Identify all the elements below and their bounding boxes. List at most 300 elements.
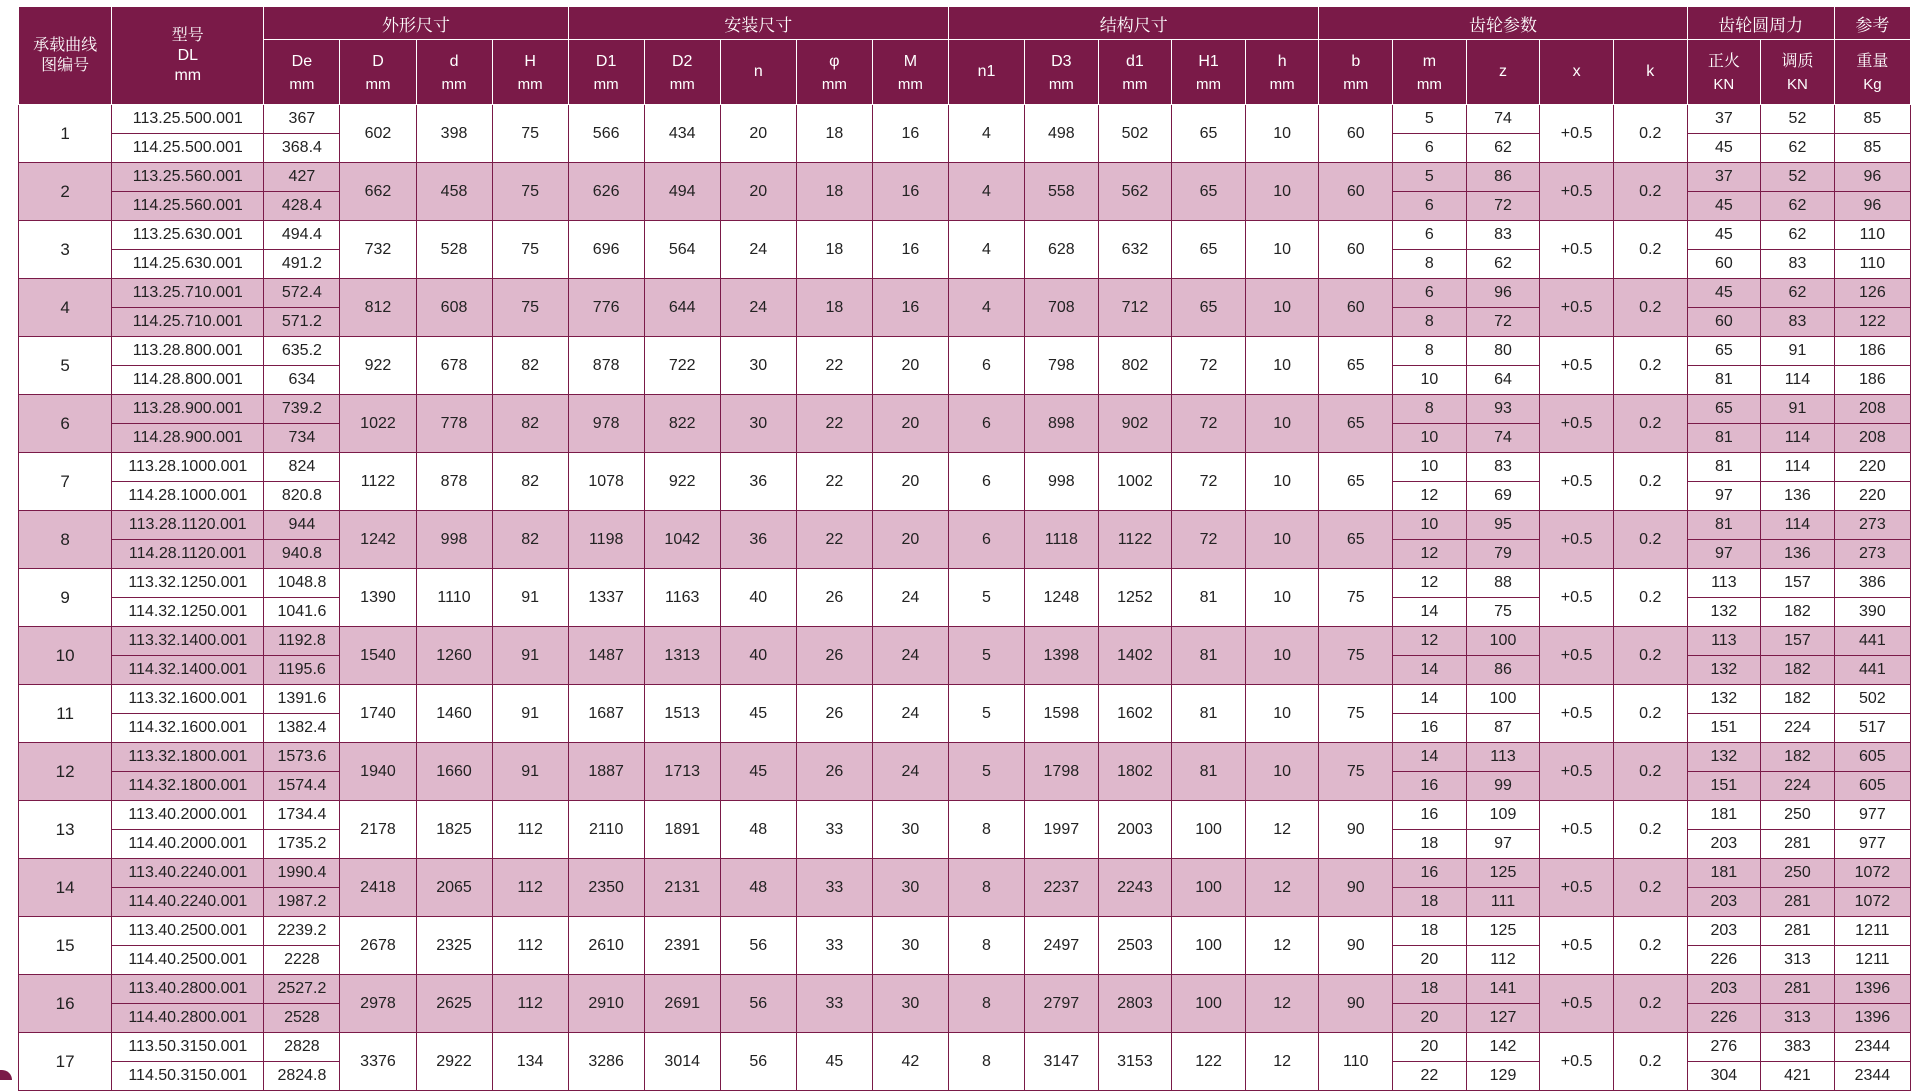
normalized-force-cell: 132 xyxy=(1687,598,1761,627)
cell-m: 30 xyxy=(872,917,948,975)
quenched-force-cell: 313 xyxy=(1761,1004,1835,1033)
cell-x: +0.5 xyxy=(1540,453,1614,511)
normalized-force-cell: 37 xyxy=(1687,163,1761,192)
normalized-force-cell: 45 xyxy=(1687,192,1761,221)
de-cell: 491.2 xyxy=(264,250,340,279)
cell-d1: 1602 xyxy=(1098,685,1172,743)
cell-d1: 1887 xyxy=(568,743,644,801)
cell-n: 40 xyxy=(720,569,796,627)
cell-m: 24 xyxy=(872,569,948,627)
teeth-cell: 75 xyxy=(1466,598,1540,627)
model-cell: 113.40.2500.001 xyxy=(112,917,264,946)
cell-n: 24 xyxy=(720,279,796,337)
cell-h: 82 xyxy=(492,511,568,569)
de-cell: 1574.4 xyxy=(264,772,340,801)
table-row xyxy=(19,569,1911,598)
normalized-force-cell: 276 xyxy=(1687,1033,1761,1062)
weight-cell: 441 xyxy=(1834,656,1910,685)
cell-d2: 434 xyxy=(644,105,720,163)
normalized-force-cell: 132 xyxy=(1687,743,1761,772)
model-cell: 114.28.1120.001 xyxy=(112,540,264,569)
normalized-force-cell: 181 xyxy=(1687,801,1761,830)
column-header-4: D1 mm xyxy=(568,40,644,105)
cell-d2: 494 xyxy=(644,163,720,221)
column-header-9: n1 xyxy=(948,40,1024,105)
table-row xyxy=(19,163,1911,192)
cell-h: 112 xyxy=(492,859,568,917)
cell-h: 10 xyxy=(1245,337,1319,395)
chart-no-cell: 15 xyxy=(19,917,112,975)
cell-h1: 72 xyxy=(1172,511,1246,569)
de-cell: 1735.2 xyxy=(264,830,340,859)
cell-d: 528 xyxy=(416,221,492,279)
column-header-10: D3 mm xyxy=(1025,40,1099,105)
teeth-cell: 141 xyxy=(1466,975,1540,1004)
quenched-force-cell: 313 xyxy=(1761,946,1835,975)
de-cell: 1048.8 xyxy=(264,569,340,598)
module-cell: 14 xyxy=(1393,685,1467,714)
column-header-6: n xyxy=(720,40,796,105)
quenched-force-cell: 62 xyxy=(1761,192,1835,221)
model-cell: 114.25.560.001 xyxy=(112,192,264,221)
weight-cell: 977 xyxy=(1834,830,1910,859)
cell-h1: 65 xyxy=(1172,279,1246,337)
model-cell: 114.32.1600.001 xyxy=(112,714,264,743)
cell-d: 2325 xyxy=(416,917,492,975)
cell-d2: 1163 xyxy=(644,569,720,627)
cell-h: 91 xyxy=(492,569,568,627)
module-cell: 18 xyxy=(1393,888,1467,917)
de-cell: 1192.8 xyxy=(264,627,340,656)
cell-phi: 22 xyxy=(796,511,872,569)
cell-b: 65 xyxy=(1319,511,1393,569)
cell-d: 3376 xyxy=(340,1033,416,1091)
table-row xyxy=(19,801,1911,830)
cell-h: 10 xyxy=(1245,743,1319,801)
table-row xyxy=(19,453,1911,482)
cell-h: 10 xyxy=(1245,395,1319,453)
cell-d2: 822 xyxy=(644,395,720,453)
table-row xyxy=(19,917,1911,946)
de-cell: 2828 xyxy=(264,1033,340,1062)
quenched-force-cell: 281 xyxy=(1761,917,1835,946)
cell-m: 20 xyxy=(872,395,948,453)
normalized-force-cell: 97 xyxy=(1687,482,1761,511)
cell-h: 10 xyxy=(1245,105,1319,163)
chart-no-cell: 5 xyxy=(19,337,112,395)
cell-n1: 6 xyxy=(948,511,1024,569)
quenched-force-cell: 114 xyxy=(1761,366,1835,395)
weight-cell: 186 xyxy=(1834,337,1910,366)
model-cell: 113.28.1120.001 xyxy=(112,511,264,540)
model-cell: 113.32.1250.001 xyxy=(112,569,264,598)
module-cell: 18 xyxy=(1393,975,1467,1004)
cell-k: 0.2 xyxy=(1613,105,1687,163)
cell-b: 110 xyxy=(1319,1033,1393,1091)
chart-no-cell: 9 xyxy=(19,569,112,627)
quenched-force-cell: 224 xyxy=(1761,772,1835,801)
de-cell: 1391.6 xyxy=(264,685,340,714)
cell-h1: 81 xyxy=(1172,569,1246,627)
de-cell: 1573.6 xyxy=(264,743,340,772)
module-cell: 18 xyxy=(1393,830,1467,859)
module-cell: 22 xyxy=(1393,1062,1467,1091)
quenched-force-cell: 182 xyxy=(1761,598,1835,627)
cell-b: 75 xyxy=(1319,627,1393,685)
cell-d1: 978 xyxy=(568,395,644,453)
normalized-force-cell: 203 xyxy=(1687,917,1761,946)
module-cell: 12 xyxy=(1393,482,1467,511)
module-cell: 14 xyxy=(1393,743,1467,772)
teeth-cell: 129 xyxy=(1466,1062,1540,1091)
teeth-cell: 109 xyxy=(1466,801,1540,830)
cell-n: 48 xyxy=(720,859,796,917)
model-cell: 113.25.560.001 xyxy=(112,163,264,192)
cell-d3: 1248 xyxy=(1025,569,1099,627)
cell-m: 16 xyxy=(872,163,948,221)
cell-d: 602 xyxy=(340,105,416,163)
chart-no-cell: 6 xyxy=(19,395,112,453)
model-cell: 114.32.1800.001 xyxy=(112,772,264,801)
weight-cell: 386 xyxy=(1834,569,1910,598)
cell-m: 24 xyxy=(872,685,948,743)
normalized-force-cell: 60 xyxy=(1687,308,1761,337)
module-cell: 10 xyxy=(1393,511,1467,540)
cell-h: 75 xyxy=(492,163,568,221)
cell-d3: 898 xyxy=(1025,395,1099,453)
cell-d: 2065 xyxy=(416,859,492,917)
cell-phi: 33 xyxy=(796,859,872,917)
cell-h: 10 xyxy=(1245,685,1319,743)
normalized-force-cell: 81 xyxy=(1687,424,1761,453)
cell-phi: 26 xyxy=(796,743,872,801)
weight-cell: 605 xyxy=(1834,743,1910,772)
chart-no-cell: 14 xyxy=(19,859,112,917)
quenched-force-cell: 52 xyxy=(1761,105,1835,134)
teeth-cell: 111 xyxy=(1466,888,1540,917)
cell-h: 10 xyxy=(1245,453,1319,511)
de-cell: 2528 xyxy=(264,1004,340,1033)
weight-cell: 1396 xyxy=(1834,975,1910,1004)
model-cell: 113.25.630.001 xyxy=(112,221,264,250)
model-cell: 114.25.500.001 xyxy=(112,134,264,163)
teeth-cell: 64 xyxy=(1466,366,1540,395)
cell-d2: 644 xyxy=(644,279,720,337)
cell-d3: 2797 xyxy=(1025,975,1099,1033)
cell-d3: 2237 xyxy=(1025,859,1099,917)
module-cell: 16 xyxy=(1393,859,1467,888)
normalized-force-cell: 97 xyxy=(1687,540,1761,569)
cell-k: 0.2 xyxy=(1613,163,1687,221)
weight-cell: 1211 xyxy=(1834,946,1910,975)
cell-phi: 18 xyxy=(796,221,872,279)
cell-phi: 26 xyxy=(796,627,872,685)
model-cell: 113.25.500.001 xyxy=(112,105,264,134)
cell-d: 2625 xyxy=(416,975,492,1033)
quenched-force-cell: 83 xyxy=(1761,250,1835,279)
column-header-14: b mm xyxy=(1319,40,1393,105)
teeth-cell: 112 xyxy=(1466,946,1540,975)
cell-m: 16 xyxy=(872,105,948,163)
cell-d: 1460 xyxy=(416,685,492,743)
teeth-cell: 80 xyxy=(1466,337,1540,366)
cell-d: 998 xyxy=(416,511,492,569)
model-cell: 114.28.800.001 xyxy=(112,366,264,395)
model-cell: 114.50.3150.001 xyxy=(112,1062,264,1091)
cell-b: 90 xyxy=(1319,859,1393,917)
cell-n1: 8 xyxy=(948,917,1024,975)
quenched-force-cell: 62 xyxy=(1761,134,1835,163)
cell-d1: 2910 xyxy=(568,975,644,1033)
cell-n1: 8 xyxy=(948,1033,1024,1091)
chart-no-cell: 1 xyxy=(19,105,112,163)
de-cell: 1734.4 xyxy=(264,801,340,830)
cell-h1: 81 xyxy=(1172,685,1246,743)
cell-d1: 1252 xyxy=(1098,569,1172,627)
normalized-force-cell: 45 xyxy=(1687,279,1761,308)
teeth-cell: 88 xyxy=(1466,569,1540,598)
cell-k: 0.2 xyxy=(1613,569,1687,627)
cell-d1: 2803 xyxy=(1098,975,1172,1033)
cell-n: 45 xyxy=(720,685,796,743)
weight-cell: 273 xyxy=(1834,540,1910,569)
cell-x: +0.5 xyxy=(1540,859,1614,917)
cell-m: 30 xyxy=(872,975,948,1033)
column-header-2: d mm xyxy=(416,40,492,105)
cell-d3: 1398 xyxy=(1025,627,1099,685)
cell-n1: 5 xyxy=(948,569,1024,627)
weight-cell: 220 xyxy=(1834,453,1910,482)
cell-d2: 1042 xyxy=(644,511,720,569)
normalized-force-cell: 203 xyxy=(1687,975,1761,1004)
chart-no-cell: 8 xyxy=(19,511,112,569)
cell-k: 0.2 xyxy=(1613,859,1687,917)
quenched-force-cell: 136 xyxy=(1761,482,1835,511)
cell-d2: 1313 xyxy=(644,627,720,685)
quenched-force-cell: 114 xyxy=(1761,424,1835,453)
chart-no-cell: 13 xyxy=(19,801,112,859)
teeth-cell: 83 xyxy=(1466,453,1540,482)
cell-n: 36 xyxy=(720,453,796,511)
module-cell: 10 xyxy=(1393,366,1467,395)
cell-d3: 798 xyxy=(1025,337,1099,395)
teeth-cell: 86 xyxy=(1466,163,1540,192)
de-cell: 635.2 xyxy=(264,337,340,366)
cell-d3: 628 xyxy=(1025,221,1099,279)
cell-d: 1540 xyxy=(340,627,416,685)
de-cell: 820.8 xyxy=(264,482,340,511)
chart-no-cell: 16 xyxy=(19,975,112,1033)
weight-cell: 96 xyxy=(1834,163,1910,192)
cell-d1: 1802 xyxy=(1098,743,1172,801)
table-row xyxy=(19,511,1911,540)
cell-phi: 22 xyxy=(796,395,872,453)
de-cell: 2824.8 xyxy=(264,1062,340,1091)
cell-d1: 1402 xyxy=(1098,627,1172,685)
module-cell: 5 xyxy=(1393,105,1467,134)
cell-d: 1110 xyxy=(416,569,492,627)
cell-n1: 8 xyxy=(948,859,1024,917)
cell-n: 48 xyxy=(720,801,796,859)
module-cell: 20 xyxy=(1393,1004,1467,1033)
cell-k: 0.2 xyxy=(1613,917,1687,975)
de-cell: 368.4 xyxy=(264,134,340,163)
column-header-11: d1 mm xyxy=(1098,40,1172,105)
module-cell: 12 xyxy=(1393,627,1467,656)
normalized-force-cell: 181 xyxy=(1687,859,1761,888)
cell-h1: 65 xyxy=(1172,163,1246,221)
cell-n: 40 xyxy=(720,627,796,685)
cell-d1: 802 xyxy=(1098,337,1172,395)
cell-n1: 8 xyxy=(948,975,1024,1033)
cell-h1: 72 xyxy=(1172,395,1246,453)
teeth-cell: 69 xyxy=(1466,482,1540,511)
teeth-cell: 72 xyxy=(1466,192,1540,221)
cell-m: 20 xyxy=(872,337,948,395)
module-cell: 14 xyxy=(1393,656,1467,685)
cell-b: 65 xyxy=(1319,395,1393,453)
cell-d1: 2350 xyxy=(568,859,644,917)
table-row xyxy=(19,1033,1911,1062)
cell-d: 2178 xyxy=(340,801,416,859)
model-cell: 114.28.1000.001 xyxy=(112,482,264,511)
cell-k: 0.2 xyxy=(1613,279,1687,337)
weight-cell: 1211 xyxy=(1834,917,1910,946)
de-cell: 572.4 xyxy=(264,279,340,308)
cell-d1: 902 xyxy=(1098,395,1172,453)
quenched-force-cell: 182 xyxy=(1761,743,1835,772)
cell-d1: 626 xyxy=(568,163,644,221)
module-cell: 6 xyxy=(1393,192,1467,221)
column-header-15: m mm xyxy=(1393,40,1467,105)
cell-d2: 722 xyxy=(644,337,720,395)
cell-n1: 4 xyxy=(948,221,1024,279)
model-cell: 113.40.2800.001 xyxy=(112,975,264,1004)
quenched-force-cell: 62 xyxy=(1761,279,1835,308)
column-header-18: k xyxy=(1613,40,1687,105)
normalized-force-cell: 81 xyxy=(1687,511,1761,540)
cell-d1: 566 xyxy=(568,105,644,163)
weight-cell: 122 xyxy=(1834,308,1910,337)
cell-m: 42 xyxy=(872,1033,948,1091)
teeth-cell: 62 xyxy=(1466,250,1540,279)
weight-cell: 502 xyxy=(1834,685,1910,714)
cell-phi: 26 xyxy=(796,685,872,743)
de-cell: 494.4 xyxy=(264,221,340,250)
cell-d3: 2497 xyxy=(1025,917,1099,975)
group-installation-dimensions: 安装尺寸 xyxy=(568,7,948,40)
cell-d: 1242 xyxy=(340,511,416,569)
cell-n1: 5 xyxy=(948,627,1024,685)
cell-k: 0.2 xyxy=(1613,1033,1687,1091)
teeth-cell: 79 xyxy=(1466,540,1540,569)
cell-x: +0.5 xyxy=(1540,569,1614,627)
module-cell: 8 xyxy=(1393,308,1467,337)
table-row xyxy=(19,337,1911,366)
cell-x: +0.5 xyxy=(1540,1033,1614,1091)
teeth-cell: 99 xyxy=(1466,772,1540,801)
de-cell: 739.2 xyxy=(264,395,340,424)
model-cell: 113.40.2240.001 xyxy=(112,859,264,888)
cell-d2: 2391 xyxy=(644,917,720,975)
cell-d3: 1798 xyxy=(1025,743,1099,801)
teeth-cell: 62 xyxy=(1466,134,1540,163)
model-cell: 114.40.2240.001 xyxy=(112,888,264,917)
normalized-force-cell: 37 xyxy=(1687,105,1761,134)
weight-cell: 126 xyxy=(1834,279,1910,308)
cell-h: 75 xyxy=(492,279,568,337)
teeth-cell: 100 xyxy=(1466,627,1540,656)
teeth-cell: 86 xyxy=(1466,656,1540,685)
cell-h: 112 xyxy=(492,801,568,859)
cell-b: 75 xyxy=(1319,569,1393,627)
cell-d3: 1118 xyxy=(1025,511,1099,569)
teeth-cell: 125 xyxy=(1466,917,1540,946)
module-cell: 6 xyxy=(1393,134,1467,163)
cell-n: 20 xyxy=(720,105,796,163)
cell-h: 10 xyxy=(1245,627,1319,685)
teeth-cell: 87 xyxy=(1466,714,1540,743)
quenched-force-cell: 250 xyxy=(1761,801,1835,830)
de-cell: 1990.4 xyxy=(264,859,340,888)
cell-x: +0.5 xyxy=(1540,337,1614,395)
teeth-cell: 127 xyxy=(1466,1004,1540,1033)
cell-n: 30 xyxy=(720,337,796,395)
cell-m: 20 xyxy=(872,511,948,569)
cell-b: 75 xyxy=(1319,743,1393,801)
cell-d1: 632 xyxy=(1098,221,1172,279)
cell-d: 678 xyxy=(416,337,492,395)
cell-d1: 3286 xyxy=(568,1033,644,1091)
cell-b: 65 xyxy=(1319,337,1393,395)
normalized-force-cell: 45 xyxy=(1687,221,1761,250)
weight-cell: 96 xyxy=(1834,192,1910,221)
weight-cell: 85 xyxy=(1834,105,1910,134)
cell-x: +0.5 xyxy=(1540,511,1614,569)
weight-cell: 110 xyxy=(1834,250,1910,279)
de-cell: 1195.6 xyxy=(264,656,340,685)
cell-k: 0.2 xyxy=(1613,453,1687,511)
cell-k: 0.2 xyxy=(1613,685,1687,743)
quenched-force-cell: 91 xyxy=(1761,395,1835,424)
cell-d3: 1997 xyxy=(1025,801,1099,859)
cell-d2: 3014 xyxy=(644,1033,720,1091)
cell-d: 2922 xyxy=(416,1033,492,1091)
cell-n: 56 xyxy=(720,975,796,1033)
quenched-force-cell: 91 xyxy=(1761,337,1835,366)
cell-b: 60 xyxy=(1319,221,1393,279)
quenched-force-cell: 224 xyxy=(1761,714,1835,743)
normalized-force-cell: 45 xyxy=(1687,134,1761,163)
cell-d2: 922 xyxy=(644,453,720,511)
cell-phi: 45 xyxy=(796,1033,872,1091)
cell-d: 662 xyxy=(340,163,416,221)
cell-d1: 2503 xyxy=(1098,917,1172,975)
cell-n: 30 xyxy=(720,395,796,453)
column-header-17: x xyxy=(1540,40,1614,105)
cell-h: 112 xyxy=(492,917,568,975)
quenched-force-cell: 281 xyxy=(1761,888,1835,917)
cell-phi: 26 xyxy=(796,569,872,627)
module-cell: 5 xyxy=(1393,163,1467,192)
quenched-force-cell: 52 xyxy=(1761,163,1835,192)
cell-k: 0.2 xyxy=(1613,337,1687,395)
spec-table-container xyxy=(18,6,1911,1091)
normalized-force-cell: 113 xyxy=(1687,627,1761,656)
cell-n1: 8 xyxy=(948,801,1024,859)
model-cell: 113.50.3150.001 xyxy=(112,1033,264,1062)
de-cell: 944 xyxy=(264,511,340,540)
